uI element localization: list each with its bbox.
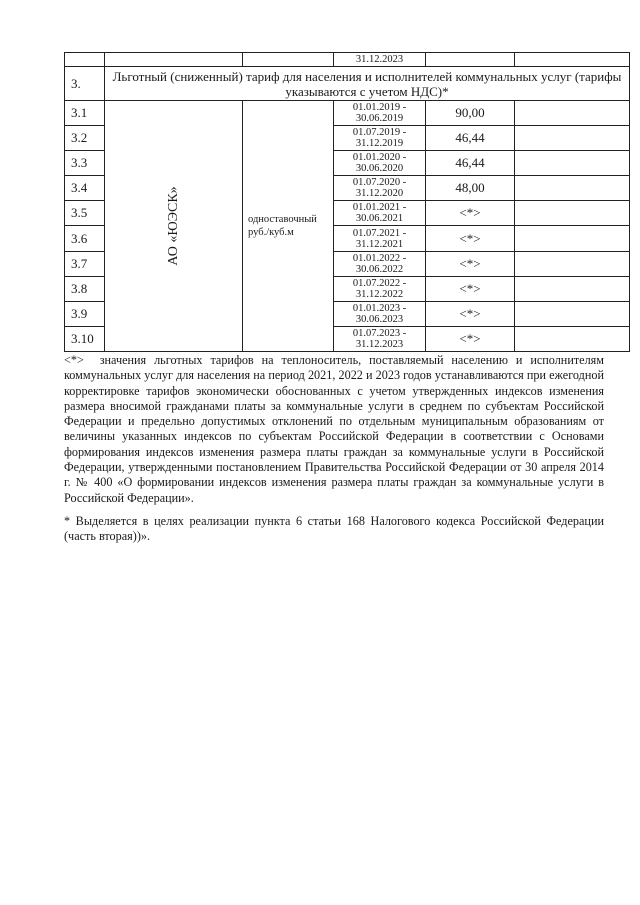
row-number: 3.7	[65, 251, 105, 276]
row-period: 01.07.2019 - 31.12.2019	[334, 126, 426, 151]
organization-cell	[105, 101, 243, 352]
footnote-marker: <*>	[64, 353, 84, 367]
vat-note: * Выделяется в целях реализации пункта 6 статьи 168 Налогового кодекса Российской Федерации (часть вторая))».	[64, 514, 604, 544]
footnote-text: значения льготных тарифов на теплоноситель, поставляемый населению и исполнителям коммунальных услуг для населения на период 2021, 2022 и 2023 годов устанавливаются при ежегодной корректировке тарифов экономически обоснованных с учетом утвержденных индексов изменения размера вносимой гражданами платы за коммунальные услуги в среднем по субъектам Российской Федерации и предельно допустимых отклонений по отдельным муниципальным образованиям от величины указанных индексов по субъектам Российской Федерации в соответствии с Основами формирования индексов изменения размера платы граждан за коммунальные услуги в Российской Федерации, утвержденными постановлением Правительства Российской Федерации от 30 апреля 2014 г. № 400 «О формировании индексов изменения размера платы граждан за коммунальные услуги в Российской Федерации».	[64, 353, 604, 505]
top-period: 31.12.2023	[334, 53, 426, 67]
section-number: 3.	[65, 67, 105, 101]
row-value: <*>	[426, 301, 515, 326]
row-value: 90,00	[426, 101, 515, 126]
tariff-table	[64, 52, 630, 352]
row-value: <*>	[426, 251, 515, 276]
row-number: 3.1	[65, 101, 105, 126]
row-number: 3.2	[65, 126, 105, 151]
row-number: 3.3	[65, 151, 105, 176]
row-number: 3.9	[65, 301, 105, 326]
row-value: 46,44	[426, 126, 515, 151]
row-period: 01.07.2022 - 31.12.2022	[334, 276, 426, 301]
row-value: <*>	[426, 326, 515, 351]
row-period: 01.07.2023 - 31.12.2023	[334, 326, 426, 351]
row-period: 01.07.2020 - 31.12.2020	[334, 176, 426, 201]
row-period: 01.01.2023 - 30.06.2023	[334, 301, 426, 326]
row-period: 01.07.2021 - 31.12.2021	[334, 226, 426, 251]
row-number: 3.6	[65, 226, 105, 251]
row-value: 46,44	[426, 151, 515, 176]
row-value: 48,00	[426, 176, 515, 201]
row-period: 01.01.2022 - 30.06.2022	[334, 251, 426, 276]
row-number: 3.4	[65, 176, 105, 201]
row-number: 3.10	[65, 326, 105, 351]
row-period: 01.01.2020 - 30.06.2020	[334, 151, 426, 176]
row-number: 3.8	[65, 276, 105, 301]
footnote-paragraph	[64, 353, 604, 506]
row-period: 01.01.2021 - 30.06.2021	[334, 201, 426, 226]
row-value: <*>	[426, 201, 515, 226]
section-title: Льготный (сниженный) тариф для населения и исполнителей коммунальных услуг (тарифы указываются с учетом НДС)*	[105, 67, 630, 101]
table-row-top	[65, 53, 630, 67]
row-value: <*>	[426, 226, 515, 251]
unit-cell: одноставочный руб./куб.м	[243, 101, 334, 352]
table-row	[65, 101, 630, 126]
row-value: <*>	[426, 276, 515, 301]
row-period: 01.01.2019 - 30.06.2019	[334, 101, 426, 126]
section-header-row	[65, 67, 630, 101]
organization-name: АО «ЮЭСК»	[165, 186, 181, 266]
row-number: 3.5	[65, 201, 105, 226]
